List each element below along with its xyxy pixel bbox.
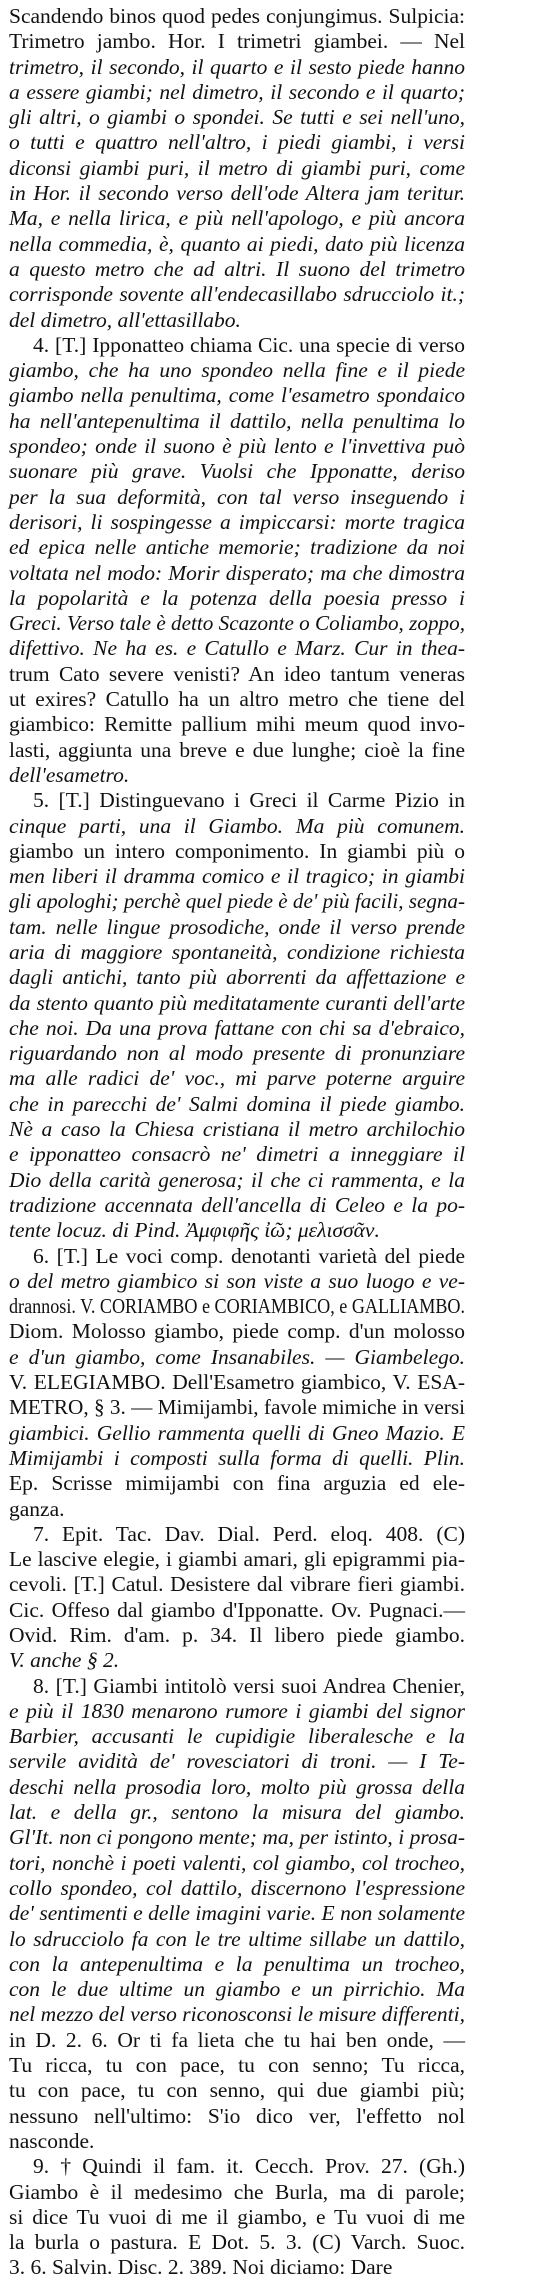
text-line: nessuno nell'ultimo: S'io dico ver, l'effetto nol [9,2103,465,2128]
text-line: del dimetro, all'ettasillabo. [9,307,241,332]
text-line: Tu ricca, tu con pace, tu con senno; Tu ricca, [9,2053,465,2078]
text-line: METRO, § 3. — Mimijambi, favole mimiche in versi [9,1395,465,1420]
text-line: Giambo è il medesimo che Burla, ma di parole; [9,2179,465,2204]
text-line: e ipponatteo consacrò ne' dimetri a inneggiare il [9,1142,465,1167]
text-line: men liberi il dramma comico e il tragico; in giambi [9,864,465,889]
text-line: gli apologhi; perchè quel piede è de' più facili, segna- [9,889,465,914]
text-line: 9. † Quindi il fam. it. Cecch. Prov. 27. (Gh.) [33,2154,465,2179]
text-line: Ovid. Rim. d'am. p. 34. Il libero piede giambo. [9,1623,465,1647]
text-line: ma alle radici de' voc., mi parve poterne arguire [9,1066,465,1091]
text-line: tori, nonchè i poeti valenti, col giambo, col trocheo, [9,1850,465,1875]
text-line: lasti, aggiunta una breve e due lunghe; cioè la fine [9,737,465,762]
text-line: a questo metro che ad altri. Il suono del trimetro [9,256,465,281]
text-line: da stento quanto più meditatamente curanti dell'arte [9,990,465,1015]
text-line: 7. Epit. Tac. Dav. Dial. Perd. eloq. 408. (C) [33,1521,465,1546]
text-line: nasconde. [9,2128,95,2153]
text-line: cinque parti, una il Giambo. Ma più comunem. [9,813,465,838]
text-line: a essere giambi; nel dimetro, il secondo e il quarto; [9,79,465,104]
text-line: Greci. Verso tale è detto Scazonte o Coliambo, zoppo, [9,611,465,636]
text-line: Barbier, accusanti le cupidigie liberalesche e la [9,1724,465,1749]
text-line: Gl'It. non ci pongono mente; ma, per istinto, i prosa- [9,1825,465,1850]
text-line: V. ELEGIAMBO. Dell'Esametro giambico, V. ESA- [9,1370,465,1395]
text-line: nel mezzo del verso riconosconsi le misure differenti, [9,2002,465,2027]
text-line: nella commedia, è, quanto ai piedi, dato più licenza [9,231,465,256]
text-line: che noi. Da una prova fattane con chi sa d'ebraico, [9,1015,465,1040]
text-line: 6. [T.] Le voci comp. denotanti varietà del piede [33,1243,465,1268]
text-line: ganza. [9,1496,65,1521]
text-line: Trimetro jambo. Hor. I trimetri giambei. — Nel [9,29,465,54]
text-line: trimetro, il secondo, il quarto e il sesto piede hanno [9,54,465,79]
text-line: e d'un giambo, come Insanabiles. — Giambelego. [9,1344,465,1369]
text-line: tradizione accennata dell'ancella di Celeo e la po- [9,1192,465,1217]
text-line: gli altri, o giambi o spondei. Se tutti e sei nell'uno, [9,105,465,130]
text-line: Le lascive elegie, i giambi amari, gli epigrammi pia- [9,1547,465,1572]
text-line: Ma, e nella lirica, e più nell'apologo, e più ancora [9,206,465,231]
text-line: Nè a caso la Chiesa cristiana il metro archilochio [9,1117,465,1142]
text-line: 4. [T.] Ipponatteo chiama Cic. una specie di verso [33,332,465,357]
text-line: Dio della carità generosa; il che ci rammenta, e la [9,1167,465,1192]
text-line: corrisponde sovente all'endecasillabo sdrucciolo it.; [9,282,465,307]
text-line: dagli antichi, tanto più aborrenti da affettazione e [9,965,465,990]
text-line: tente locuz. di Pind. Ἀμφιφῆς ἰῶ; μελισσᾶν. [9,1218,380,1243]
text-line: con le due ultime un giambo e un pirrichio. Ma [9,1977,465,2002]
text-line: ha nell'antepenultima il dattilo, nella penultima lo [9,408,465,433]
text-line: deschi nella prosodia loro, molto più grossa della [9,1774,465,1799]
text-line: si dice Tu vuoi di me il giambo, e Tu vuoi di me [9,2204,465,2229]
text-line: in Hor. il secondo verso dell'ode Altera jam teritur. [9,181,465,206]
text-line: aria di maggiore spontaneità, condizione richiesta [9,939,465,964]
text-line: 8. [T.] Giambi intitolò versi suoi Andrea Chenier, [33,1673,465,1698]
text-line: V. anche § 2. [9,1648,120,1673]
text-line: 5. [T.] Distinguevano i Greci il Carme Pizio in [33,788,465,813]
text-line: Diom. Molosso giambo, piede comp. d'un molosso [9,1319,465,1344]
text-line: collo spondeo, col dattilo, discernono l'espressione [9,1875,465,1900]
text-line: 3. 6. Salvin. Disc. 2. 389. Noi diciamo: Dare [9,2255,393,2280]
text-line: con la antepenultima e la penultima un trocheo, [9,1951,465,1976]
text-line: cevoli. [T.] Catul. Desistere dal vibrare fieri giambi. [9,1572,465,1597]
text-line: riguardando non al modo presente di pronunziare [9,1041,465,1066]
text-line: voltata nel modo: Morir disperato; ma che dimostra [9,560,465,585]
text-line: che in parecchi de' Salmi domina il piede giambo. [9,1091,465,1116]
text-line: spondeo; onde il suono è più lento e l'invettiva può [9,434,465,459]
text-line: giambo nella penultima, come l'esametro spondaico [9,383,465,408]
text-line: lat. e della gr., sentono la misura del giambo. [9,1800,465,1825]
text-line: la burla o pastura. E Dot. 5. 3. (C) Varch. Suoc. [9,2230,465,2255]
text-line: derisori, li sospingesse a impiccarsi: morte tragica [9,509,465,534]
text-line: diconsi giambi puri, il metro di giambi puri, come [9,155,465,180]
text-line: tam. nelle lingue prosodiche, onde il verso prende [9,914,465,939]
text-line: Scandendo binos quod pedes conjungimus. Sulpicia: [9,4,465,28]
text-line: Cic. Offeso dal giambo d'Ipponatte. Ov. Pugnaci.— [9,1597,465,1622]
text-line: o tutti e quattro nell'altro, i piedi giambi, i versi [9,130,465,155]
text-line: difettivo. Ne ha es. e Catullo e Marz. Cur in thea- [9,636,465,661]
text-line: lo sdrucciolo fa con le tre ultime sillabe un dattilo, [9,1926,465,1951]
text-line: o del metro giambico si son viste a suo luogo e ve- [9,1268,465,1293]
text-line: giambo, che ha uno spondeo nella fine e il piede [9,358,465,383]
text-line: la popolarità e la potenza della poesia presso i [9,585,465,610]
text-line: servile avidità de' rovesciatori di troni. — I Te- [9,1749,465,1774]
text-line: giambici. Gellio rammenta quelli di Gneo Mazio. E [9,1420,465,1445]
text-line: Ep. Scrisse mimijambi con fina arguzia ed ele- [9,1471,465,1496]
text-line: tu con pace, tu con senno, qui due giambi più; [9,2078,465,2103]
text-line: per la sua deformità, con tal verso inseguendo i [9,484,465,509]
text-line: suonare più grave. Vuolsi che Ipponatte, deriso [9,459,465,484]
text-line: ed epica nelle antiche memorie; tradizione da noi [9,535,465,560]
text-line: Mimijambi i composti sulla forma di quelli. Plin. [9,1445,465,1470]
text-line: e più il 1830 menarono rumore i giambi del signor [9,1698,465,1723]
text-line: de' sentimenti e delle imagini varie. E non solamente [9,1901,465,1926]
text-line: in D. 2. 6. Or ti fa lieta che tu hai ben onde, — [9,2027,465,2052]
text-line: drannosi. V. CORIAMBO e CORIAMBICO, e GALLIAMBO. [9,1294,465,1319]
text-line: giambo un intero componimento. In giambi più o [9,838,465,863]
text-line: giambico: Remitte pallium mihi meum quod invo- [9,712,465,737]
text-line: trum Cato severe venisti? An ideo tantum veneras [9,661,465,686]
text-line: dell'esametro. [9,762,130,787]
text-line: ut exires? Catullo ha un altro metro che tiene del [9,687,465,712]
